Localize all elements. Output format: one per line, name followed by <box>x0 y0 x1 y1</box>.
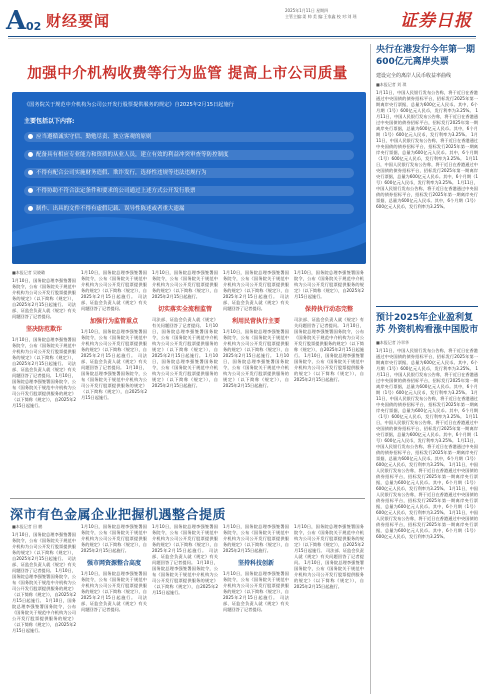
bottom-column-2 <box>81 524 147 694</box>
lead-column-1 <box>12 278 76 490</box>
masthead-date: 2025年1月11日 星期四 <box>285 8 329 13</box>
lead-paragraph: 司法部、证监会负责人就《规定》有关问题回答了记者提问。 <box>294 317 364 328</box>
right-paragraph: 1月11日，中国人民银行发布公告称，将于近日在香港通过中央国债的债券招标平台，招标发行2025年第一期离岸央行票据，总量为600亿元人民币。其中，6个月期（1号）600亿元人民币，发行利率为3.25%。 <box>376 510 478 539</box>
right-article-1-byline: ■本报记者 刘 琪 <box>376 82 407 87</box>
right-article-2-title: 预计2025年企业盈利复苏 外资机构看涨中国股市 <box>376 313 479 335</box>
infographic-item: 制作、出具的文件不得有虚假记载、误导性陈述或者重大遗漏 <box>28 206 348 213</box>
right-article-2-byline: ■本报记者 冷翠华 <box>376 340 410 345</box>
right-paragraph: 1月11日，中国人民银行发布公告称，将于近日在香港通过中央国债的债券招标平台，招标发行2025年第一期离岸央行票据，总量为600亿元人民币。其中，6个月期（1号）600亿元人民币，发行利率为3.25%。 <box>376 390 478 419</box>
right-article-1-subtitle: 建设完全的离岸人民币收益率曲线 <box>376 73 452 79</box>
infographic-item: 应当遵循诚实守信、勤勉尽责、独立客观的原则 <box>28 134 348 141</box>
masthead-rule-thin <box>8 38 476 39</box>
lead-headline: 加强中介机构收费等行为监管 提高上市公司质量 <box>27 66 348 82</box>
bottom-paragraph: 1月10日，国务院总理李强签署国务院令，公布《国务院关于规范中介机构为公司公开发行股票提供服务的规定》（以下简称《规定》），自2025年2月15日起施行。 <box>12 598 76 633</box>
right-paragraph: 1月11日，中国人民银行发布公告称，将于近日在香港通过中央国债的债券招标平台，招标发行2025年第一期离岸央行票据，总量为600亿元人民币。其中，6个月期（1号）600亿元人民币，发行利率为3.25%。 <box>376 108 478 137</box>
bottom-column-3 <box>152 524 218 694</box>
bottom-paragraph: 司法部、证监会负责人就《规定》有关问题回答了记者提问。 <box>12 556 76 573</box>
bottom-article-title: 深市有色金属企业把握机遇整合提质 <box>10 508 227 523</box>
bottom-column-4 <box>223 524 289 694</box>
lead-paragraph: 司法部、证监会负责人就《规定》有关问题回答了记者提问。 <box>81 353 147 370</box>
right-article-2-body <box>376 348 478 694</box>
lead-paragraph: 司法部、证监会负责人就《规定》有关问题回答了记者提问。 <box>12 302 76 319</box>
right-paragraph: 1月11日，中国人民银行发布公告称，将于近日在香港通过中央国债的债券招标平台，招标发行2025年第一期离岸央行票据，总量为600亿元人民币。其中，6个月期（1号）600亿元人民币，发行利率为3.25%。 <box>376 132 478 161</box>
bottom-paragraph: 司法部、证监会负责人就《规定》有关问题回答了记者提问。 <box>294 548 364 565</box>
lead-paragraph: 1月10日，国务院总理李强签署国务院令，公布《国务院关于规范中介机构为公司公开发行股票提供服务的规定》（以下简称《规定》），自2025年2月15日起施行。 <box>152 323 218 358</box>
right-paragraph: 1月11日，中国人民银行发布公告称，将于近日在香港通过中央国债的债券招标平台，招标发行2025年第一期离岸央行票据，总量为600亿元人民币。其中，6个月期（1号）600亿元人民币，发行利率为3.25%。 <box>376 156 478 185</box>
lead-paragraph: 司法部、证监会负责人就《规定》有关问题回答了记者提问。 <box>12 361 76 378</box>
bullet-icon <box>28 170 33 175</box>
bottom-paragraph: 1月10日，国务院总理李强签署国务院令，公布《国务院关于规范中介机构为公司公开发行股票提供服务的规定》（以下简称《规定》），自2025年2月15日起施行。 <box>223 524 289 553</box>
right-paragraph: 1月11日，中国人民银行发布公告称，将于近日在香港通过中央国债的债券招标平台，招标发行2025年第一期离岸央行票据，总量为600亿元人民币。其中，6个月期（1号）600亿元人民币，发行利率为3.25%。 <box>376 366 478 395</box>
lead-paragraph: 1月10日，国务院总理李强签署国务院令，公布《国务院关于规范中介机构为公司公开发行股票提供服务的规定》（以下简称《规定》），自2025年2月15日起施行。 <box>152 270 218 299</box>
bottom-paragraph: 司法部、证监会负责人就《规定》有关问题回答了记者提问。 <box>152 548 218 565</box>
right-paragraph: 1月11日，中国人民银行发布公告称，将于近日在香港通过中央国债的债券招标平台，招标发行2025年第一期离岸央行票据，总量为600亿元人民币。其中，6个月期（1号）600亿元人民币，发行利率为3.25%。 <box>376 462 478 491</box>
lead-paragraph: 1月10日，国务院总理李强签署国务院令，公布《国务院关于规范中介机构为公司公开发行股票提供服务的规定》（以下简称《规定》），自2025年2月15日起施行。 <box>81 365 147 400</box>
infographic-item: 配备具有相应专业能力和资质的从业人员，建立有效的利益冲突审查等防控制度 <box>28 152 348 159</box>
lead-column-2 <box>81 270 147 490</box>
bottom-paragraph: 1月10日，国务院总理李强签署国务院令，公布《国务院关于规范中介机构为公司公开发行股票提供服务的规定》（以下简称《规定》），自2025年2月15日起施行。 <box>81 524 147 553</box>
right-article-1-body <box>376 90 478 300</box>
column-divider <box>370 44 371 694</box>
right-paragraph: 1月11日，中国人民银行发布公告称，将于近日在香港通过中央国债的债券招标平台，招标发行2025年第一期离岸央行票据，总量为600亿元人民币。其中，6个月期（1号）600亿元人民币，发行利率为3.25%。 <box>376 90 478 113</box>
page-number: 02 <box>26 20 42 33</box>
lead-paragraph: 1月10日，国务院总理李强签署国务院令，公布《国务院关于规范中介机构为公司公开发行股票提供服务的规定》（以下简称《规定》），自2025年2月15日起施行。 <box>223 329 289 358</box>
lead-paragraph: 1月10日，国务院总理李强签署国务院令，公布《国务院关于规范中介机构为公司公开发行股票提供服务的规定》（以下简称《规定》），自2025年2月15日起施行。 <box>12 337 76 366</box>
bottom-subhead: 强市网资源整合高度 <box>86 560 141 567</box>
lead-paragraph: 司法部、证监会负责人就《规定》有关问题回答了记者提问。 <box>81 294 147 311</box>
bottom-paragraph: 1月10日，国务院总理李强签署国务院令，公布《国务院关于规范中介机构为公司公开发行股票提供服务的规定》（以下简称《规定》），自2025年2月15日起施行。 <box>12 568 76 603</box>
bottom-column-1 <box>12 532 76 694</box>
lead-column-5 <box>294 270 364 490</box>
bullet-icon <box>28 134 33 139</box>
infographic-subtitle: 主要包括以下内容: <box>24 118 75 125</box>
lead-paragraph: 1月10日，国务院总理李强签署国务院令，公布《国务院关于规范中介机构为公司公开发行股票提供服务的规定》（以下简称《规定》），自2025年2月15日起施行。 <box>294 270 364 299</box>
bullet-icon <box>28 188 33 193</box>
bottom-column-5 <box>294 524 364 694</box>
lead-subhead: 坚决防范欺诈 <box>25 326 62 333</box>
masthead <box>0 0 484 40</box>
lead-paragraph: 司法部、证监会负责人就《规定》有关问题回答了记者提问。 <box>152 317 218 328</box>
right-paragraph: 1月11日，中国人民银行发布公告称，将于近日在香港通过中央国债的债券招标平台，招标发行2025年第一期离岸央行票据，总量为600亿元人民币。其中，6个月期（1号）600亿元人民币，发行利率为3.25%。 <box>376 486 478 515</box>
bottom-paragraph: 1月10日，国务院总理李强签署国务院令，公布《国务院关于规范中介机构为公司公开发行股票提供服务的规定》（以下简称《规定》），自2025年2月15日起施行。 <box>294 524 364 553</box>
lead-paragraph: 1月10日，国务院总理李强签署国务院令，公布《国务院关于规范中介机构为公司公开发行股票提供服务的规定》（以下简称《规定》），自2025年2月15日起施行。 <box>294 353 364 382</box>
bottom-paragraph: 司法部、证监会负责人就《规定》有关问题回答了记者提问。 <box>223 595 289 612</box>
right-paragraph: 1月11日，中国人民银行发布公告称，将于近日在香港通过中央国债的债券招标平台，招标发行2025年第一期离岸央行票据，总量为600亿元人民币。其中，6个月期（1号）600亿元人民币，发行利率为3.25%。 <box>376 438 478 467</box>
lead-subhead: 加强行为监管重点 <box>89 318 138 325</box>
right-paragraph: 1月11日，中国人民银行发布公告称，将于近日在香港通过中央国债的债券招标平台，招标发行2025年第一期离岸央行票据，总量为600亿元人民币。其中，6个月期（1号）600亿元人民币，发行利率为3.25%。 <box>376 348 478 371</box>
masthead-rule <box>8 36 476 37</box>
section-title: 财经要闻 <box>46 12 111 30</box>
infographic-item: 不得协助不符合法定条件和要求的公司通过上述方式公开发行股票 <box>28 188 348 195</box>
bottom-paragraph: 司法部、证监会负责人就《规定》有关问题回答了记者提问。 <box>81 595 147 612</box>
bottom-paragraph: 1月10日，国务院总理李强签署国务院令，公布《国务院关于规范中介机构为公司公开发行股票提供服务的规定》（以下简称《规定》），自2025年2月15日起施行。 <box>223 571 289 600</box>
bullet-icon <box>28 152 33 157</box>
lead-paragraph: 1月10日，国务院总理李强签署国务院令，公布《国务院关于规范中介机构为公司公开发行股票提供服务的规定》（以下简称《规定》），自2025年2月15日起施行。 <box>294 323 364 358</box>
lead-subhead: 利用民营执行主要 <box>231 318 280 325</box>
right-article-divider <box>376 306 478 307</box>
lead-column-3 <box>152 270 218 490</box>
page-letter: A <box>6 6 27 36</box>
bottom-paragraph: 1月10日，国务院总理李强签署国务院令，公布《国务院关于规范中介机构为公司公开发行股票提供服务的规定》（以下简称《规定》），自2025年2月15日起施行。 <box>81 571 147 600</box>
bullet-icon <box>28 206 33 211</box>
lead-infographic <box>12 92 366 264</box>
bottom-subhead: 坚持科技创新 <box>237 560 274 567</box>
right-paragraph: 1月11日，中国人民银行发布公告称，将于近日在香港通过中央国债的债券招标平台，招标发行2025年第一期离岸央行票据，总量为600亿元人民币。其中，6个月期（1号）600亿元人民币，发行利率为3.25%。 <box>376 180 478 209</box>
lead-paragraph: 1月10日，国务院总理李强签署国务院令，公布《国务院关于规范中介机构为公司公开发行股票提供服务的规定》（以下简称《规定》），自2025年2月15日起施行。 <box>81 270 147 299</box>
lead-subhead: 切实落实全流程监管 <box>157 306 212 313</box>
lead-paragraph: 1月10日，国务院总理李强签署国务院令，公布《国务院关于规范中介机构为公司公开发行股票提供服务的规定》（以下简称《规定》），自2025年2月15日起施行。 <box>12 278 76 307</box>
lead-subhead: 保持执行动态完整 <box>304 306 353 313</box>
bottom-paragraph: 1月10日，国务院总理李强签署国务院令，公布《国务院关于规范中介机构为公司公开发行股票提供服务的规定》（以下简称《规定》），自2025年2月15日起施行。 <box>152 524 218 553</box>
lead-paragraph: 1月10日，国务院总理李强签署国务院令，公布《国务院关于规范中介机构为公司公开发行股票提供服务的规定》（以下简称《规定》），自2025年2月15日起施行。 <box>12 373 76 408</box>
lead-paragraph: 1月10日，国务院总理李强签署国务院令，公布《国务院关于规范中介机构为公司公开发行股票提供服务的规定》（以下简称《规定》），自2025年2月15日起施行。 <box>152 353 218 388</box>
right-article-1-title: 央行在港发行今年第一期600亿元离岸央票 <box>376 45 476 67</box>
lead-byline: ■本报记者 吴晓璐 <box>12 270 46 275</box>
bottom-article-byline: ■本报记者 田 鹏 <box>12 524 43 529</box>
bottom-paragraph: 1月10日，国务院总理李强签署国务院令，公布《国务院关于规范中介机构为公司公开发行股票提供服务的规定》（以下简称《规定》），自2025年2月15日起施行。 <box>294 560 364 589</box>
lead-paragraph: 1月10日，国务院总理李强签署国务院令，公布《国务院关于规范中介机构为公司公开发行股票提供服务的规定》（以下简称《规定》），自2025年2月15日起施行。 <box>223 353 289 388</box>
lead-paragraph: 1月10日，国务院总理李强签署国务院令，公布《国务院关于规范中介机构为公司公开发行股票提供服务的规定》（以下简称《规定》），自2025年2月15日起施行。 <box>223 270 289 299</box>
newspaper-logo: 证券日报 <box>400 11 472 31</box>
infographic-item: 不得有配合公司实施财务造假、欺诈发行，选择性违规等违法违规行为 <box>28 170 348 177</box>
masthead-meta <box>285 8 395 20</box>
lead-column-4 <box>223 270 289 490</box>
infographic-title: 《国务院关于规范中介机构为公司公开发行股票提供服务的规定》自2025年2月15日起施行 <box>24 102 234 108</box>
lead-paragraph: 1月10日，国务院总理李强签署国务院令，公布《国务院关于规范中介机构为公司公开发行股票提供服务的规定》（以下简称《规定》），自2025年2月15日起施行。 <box>81 329 147 358</box>
bottom-article-rule <box>10 498 365 499</box>
bottom-paragraph: 1月10日，国务院总理李强签署国务院令，公布《国务院关于规范中介机构为公司公开发行股票提供服务的规定》（以下简称《规定》），自2025年2月15日起施行。 <box>12 532 76 561</box>
bottom-paragraph: 1月10日，国务院总理李强签署国务院令，公布《国务院关于规范中介机构为公司公开发行股票提供服务的规定》（以下简称《规定》），自2025年2月15日起施行。 <box>152 560 218 595</box>
masthead-editors: 主管主编:姜 帅 美 编:王家鑫 校 对:刘 瑶 <box>285 14 357 19</box>
right-paragraph: 1月11日，中国人民银行发布公告称，将于近日在香港通过中央国债的债券招标平台，招标发行2025年第一期离岸央行票据，总量为600亿元人民币。其中，6个月期（1号）600亿元人民币，发行利率为3.25%。 <box>376 414 478 443</box>
lead-paragraph: 司法部、证监会负责人就《规定》有关问题回答了记者提问。 <box>223 294 289 311</box>
